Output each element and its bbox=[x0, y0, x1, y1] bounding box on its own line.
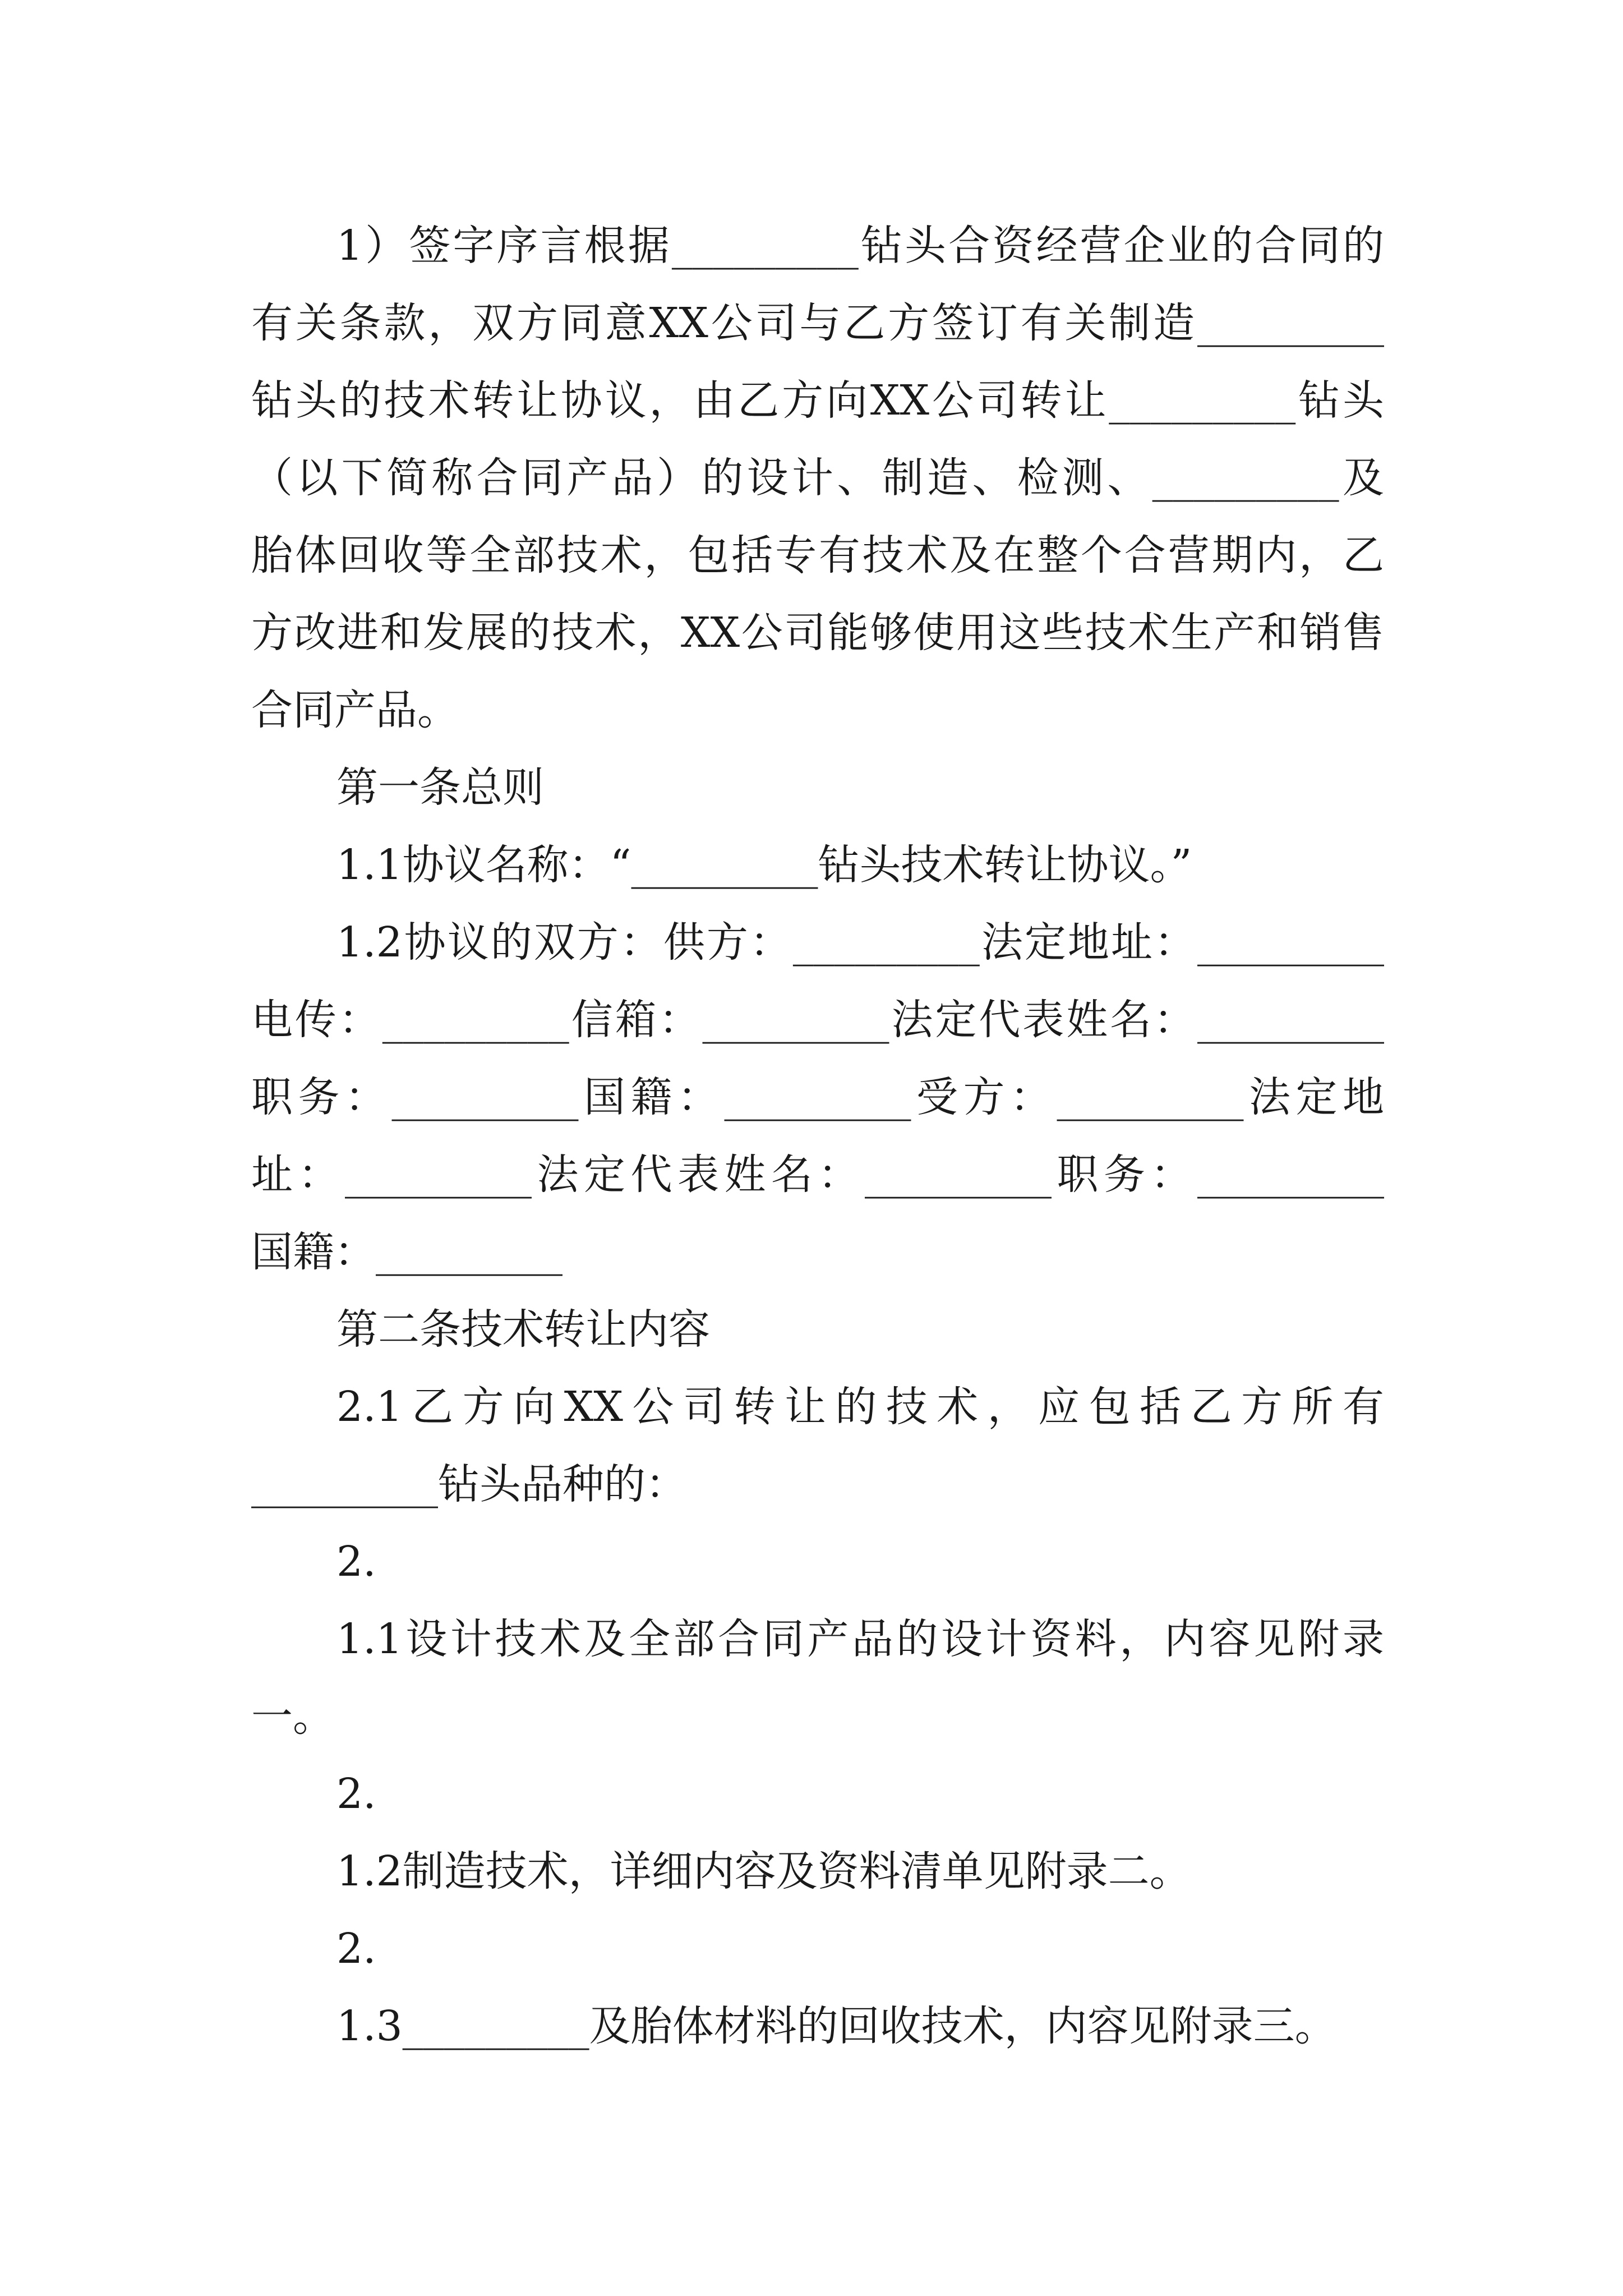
text-line: 1.2协议的双方：供方：_________法定地址：_________ bbox=[336, 918, 1384, 967]
text-line: 电传：_________信箱：_________法定代表姓名：_________ bbox=[251, 996, 1384, 1044]
section-heading: 第二条技术转让内容 bbox=[336, 1305, 710, 1354]
text-line: 1.1设计技术及全部合同产品的设计资料，内容见附录 bbox=[336, 1615, 1384, 1663]
text-line: 钻头的技术转让协议，由乙方向XX公司转让_________钻头 bbox=[251, 376, 1384, 425]
text-line: 2.1乙方向XX公司转让的技术，应包括乙方所有 bbox=[336, 1383, 1384, 1431]
section-heading: 第一条总则 bbox=[336, 763, 544, 812]
text-line: 2. bbox=[336, 1770, 376, 1818]
text-line: 职务：_________国籍：_________受方：_________法定地 bbox=[251, 1073, 1384, 1121]
text-line: 一。 bbox=[251, 1692, 334, 1741]
text-line: 有关条款，双方同意XX公司与乙方签订有关制造_________ bbox=[251, 299, 1384, 347]
text-line: 胎体回收等全部技术，包括专有技术及在整个合营期内，乙 bbox=[251, 531, 1384, 579]
text-line: 2. bbox=[336, 1925, 376, 1973]
text-line: 1.2制造技术，详细内容及资料清单见附录二。 bbox=[336, 1847, 1191, 1895]
text-line: （以下简称合同产品）的设计、制造、检测、_________及 bbox=[251, 454, 1384, 502]
text-line: 2. bbox=[336, 1538, 376, 1586]
text-line: 址：_________法定代表姓名：_________职务：_________ bbox=[251, 1151, 1384, 1199]
text-line: 国籍：_________ bbox=[251, 1228, 562, 1276]
text-line: 1.1协议名称：“_________钻头技术转让协议。” bbox=[336, 841, 1192, 889]
text-line: 1）签字序言根据_________钻头合资经营企业的合同的 bbox=[336, 222, 1384, 270]
text-line: 合同产品。 bbox=[251, 686, 459, 734]
text-line: 方改进和发展的技术，XX公司能够使用这些技术生产和销售 bbox=[251, 609, 1384, 657]
text-line: 1.3_________及胎体材料的回收技术，内容见附录三。 bbox=[336, 2002, 1336, 2050]
text-line: _________钻头品种的： bbox=[251, 1460, 687, 1508]
